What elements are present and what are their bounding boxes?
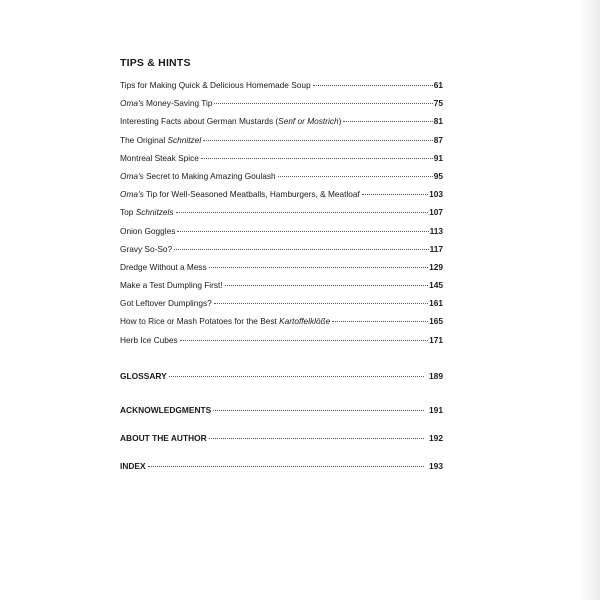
toc-entry xyxy=(120,76,443,94)
dot-leader xyxy=(203,140,433,141)
toc-entry xyxy=(120,149,443,167)
major-section-page: 191 xyxy=(429,404,443,415)
major-section-title: GLOSSARY xyxy=(120,370,167,381)
dot-leader xyxy=(174,249,429,250)
toc-entry-title-part: The Original xyxy=(120,134,168,145)
dot-leader xyxy=(225,285,428,286)
dot-leader xyxy=(148,466,424,467)
dot-leader xyxy=(180,340,429,341)
toc-entry-title xyxy=(120,276,223,294)
toc-entry xyxy=(120,331,443,349)
major-section-entry xyxy=(120,431,443,445)
dot-leader xyxy=(362,194,428,195)
tips-list xyxy=(120,76,443,349)
toc-entry-title-part: How to Rice or Mash Potatoes for the Best xyxy=(120,316,280,327)
toc-entry-title-part: Got Leftover Dumplings? xyxy=(120,298,212,309)
toc-entry-title-part: Dredge Without a Mess xyxy=(120,261,207,272)
toc-entry-title-part: ) xyxy=(338,116,342,127)
toc-entry-page: 161 xyxy=(429,298,443,309)
major-section-title: ACKNOWLEDGMENTS xyxy=(120,404,212,415)
toc-entry-title-italic: Senf or Mostrich xyxy=(278,116,339,127)
major-sections-list xyxy=(120,349,443,473)
dot-leader xyxy=(201,158,433,159)
dot-leader xyxy=(214,103,432,104)
toc-entry xyxy=(120,185,443,203)
toc-entry-page: 145 xyxy=(429,280,443,291)
dot-leader xyxy=(278,176,433,177)
toc-entry xyxy=(120,312,443,330)
section-spacer xyxy=(120,417,443,431)
toc-entry-title-part: Interesting Facts about German Mustards ( xyxy=(120,116,279,127)
dot-leader xyxy=(313,85,433,86)
toc-entry-title xyxy=(120,203,174,221)
dot-leader xyxy=(209,267,428,268)
toc-entry-title-italic: Kartoffelklöße xyxy=(279,316,331,327)
toc-entry-title-part: Tips for Making Quick & Delicious Homemade Soup xyxy=(120,80,311,90)
major-section-page: 193 xyxy=(429,460,443,471)
toc-entry-title-part: Money-Saving Tip xyxy=(143,98,213,109)
toc-entry-title xyxy=(120,76,311,94)
toc-entry xyxy=(120,167,443,185)
toc-entry-title-italic: Oma's xyxy=(120,189,144,200)
major-section-title: INDEX xyxy=(120,460,146,471)
toc-entry-title-italic: Oma's xyxy=(120,170,144,181)
toc-entry xyxy=(120,258,443,276)
dot-leader xyxy=(213,410,424,411)
toc-entry-title xyxy=(120,222,175,240)
toc-entry-title-italic: Oma's xyxy=(120,98,144,109)
toc-entry-page: 95 xyxy=(433,170,443,181)
toc-entry-title-part: Herb Ice Cubes xyxy=(120,334,178,345)
section-spacer xyxy=(120,349,443,369)
toc-entry xyxy=(120,240,443,258)
toc-entry-title xyxy=(120,112,341,130)
toc-entry-page: 165 xyxy=(429,316,443,327)
dot-leader xyxy=(214,303,428,304)
toc-entry-page: 117 xyxy=(429,243,443,254)
toc-entry-title-italic: Schnitzel xyxy=(167,134,202,145)
toc-entry-title xyxy=(120,149,199,167)
toc-entry xyxy=(120,131,443,149)
toc-entry-page: 113 xyxy=(429,225,443,236)
toc-entry-title xyxy=(120,258,207,276)
dot-leader xyxy=(169,376,424,377)
toc-entry-title-part: Onion Goggles xyxy=(120,225,176,236)
toc-entry-page: 91 xyxy=(433,152,443,163)
toc-entry-page: 103 xyxy=(429,189,443,200)
major-section-page: 189 xyxy=(429,370,443,381)
toc-entry-title-part: Montreal Steak Spice xyxy=(120,152,199,163)
page-edge-shadow xyxy=(578,0,600,600)
toc-entry xyxy=(120,94,443,112)
toc-entry-title xyxy=(120,131,201,149)
toc-entry xyxy=(120,276,443,294)
toc-entry-page: 129 xyxy=(429,261,443,272)
toc-entry-page: 87 xyxy=(433,134,443,145)
toc-entry-title xyxy=(120,167,276,185)
toc-entry-page: 75 xyxy=(433,98,443,109)
toc-entry xyxy=(120,203,443,221)
toc-entry-title-part: Gravy So-So? xyxy=(120,243,173,254)
toc-entry xyxy=(120,112,443,130)
dot-leader xyxy=(332,321,428,322)
toc-entry xyxy=(120,222,443,240)
toc-entry-title xyxy=(120,294,212,312)
toc-entry-page: 81 xyxy=(433,116,443,127)
table-of-contents xyxy=(120,56,443,473)
toc-entry-title xyxy=(120,94,212,112)
major-section-entry xyxy=(120,459,443,473)
toc-entry-title-part: Secret to Making Amazing Goulash xyxy=(143,170,276,181)
dot-leader xyxy=(177,231,428,232)
toc-entry-page: 61 xyxy=(433,80,443,90)
major-section-title: ABOUT THE AUTHOR xyxy=(120,432,207,443)
dot-leader xyxy=(343,121,432,122)
major-section-entry xyxy=(120,369,443,383)
toc-entry-title-part: Tip for Well-Seasoned Meatballs, Hamburgers, & Meatloaf xyxy=(143,189,360,200)
dot-leader xyxy=(209,438,424,439)
toc-entry-page: 171 xyxy=(429,334,443,345)
toc-entry-title xyxy=(120,185,360,203)
toc-entry-page: 107 xyxy=(429,207,443,218)
dot-leader xyxy=(176,212,429,213)
section-title: TIPS & HINTS xyxy=(120,57,191,69)
section-spacer xyxy=(120,383,443,403)
toc-entry-title-part: Top xyxy=(120,207,136,218)
major-section-page: 192 xyxy=(429,432,443,443)
toc-entry-title xyxy=(120,331,178,349)
section-spacer xyxy=(120,445,443,459)
toc-entry-title-italic: Schnitzels xyxy=(135,207,174,218)
toc-entry-title-part: Make a Test Dumpling First! xyxy=(120,280,223,291)
toc-entry-title xyxy=(120,240,172,258)
toc-entry xyxy=(120,294,443,312)
toc-entry-title xyxy=(120,312,330,330)
major-section-entry xyxy=(120,403,443,417)
